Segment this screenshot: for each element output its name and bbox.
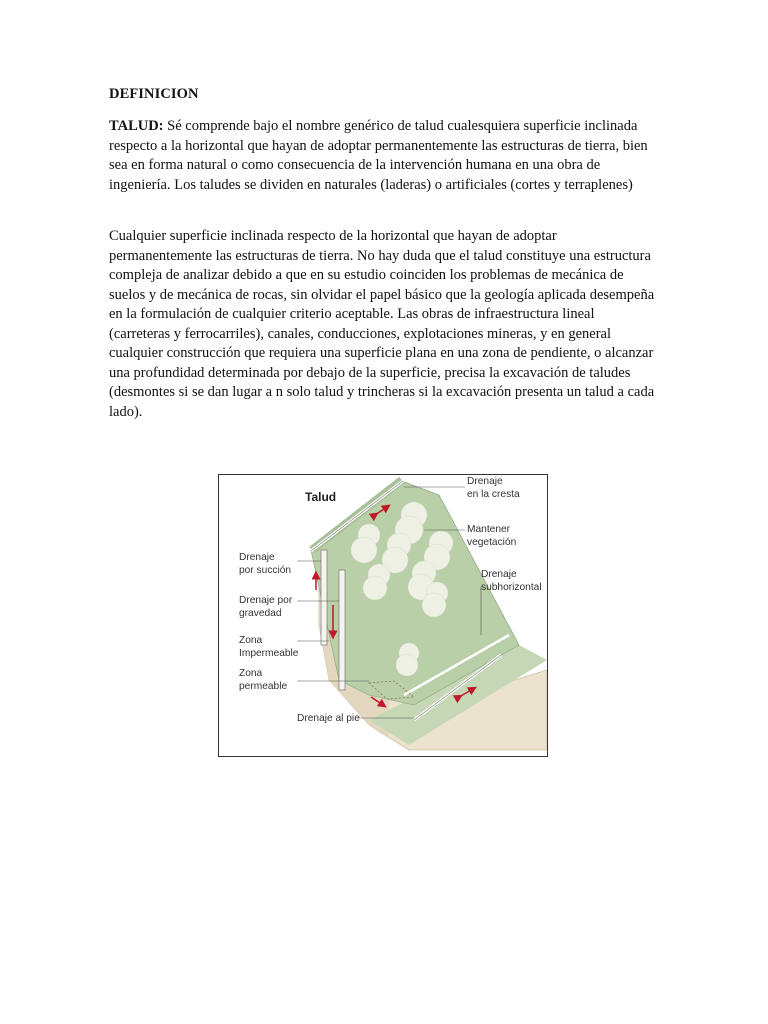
definition-text: Sé comprende bajo el nombre genérico de talud cualesquiera superficie inclinada respecto a la horizontal que hayan de adoptar permanentemente las estructuras de tierra, bien sea en forma natural o como consecuencia de la intervención humana en una obra de ingeniería. Los taludes se dividen en naturales (laderas) o artificiales (cortes y terraplenes) [109,118,648,193]
label-por-succion: por succión [239,565,292,576]
label-mantener: Mantener [467,524,511,535]
talud-figure [218,474,548,757]
label-drenaje-succion: Drenaje [239,552,275,563]
suction-drain-pipe [321,550,327,645]
label-permeable: permeable [239,681,288,692]
label-impermeable: Impermeable [239,648,299,659]
label-drenaje-cresta: Drenaje [467,476,503,487]
label-subhorizontal: subhorizontal [481,582,542,593]
talud-diagram [219,475,547,756]
label-vegetacion: vegetación [467,537,517,548]
label-gravedad: gravedad [239,608,282,619]
label-drenaje-subhorizontal: Drenaje [481,569,517,580]
label-zona-permeable: Zona [239,668,263,679]
label-drenaje-al-pie: Drenaje al pie [297,713,360,724]
body-paragraph: Cualquier superficie inclinada respecto de la horizontal que hayan de adoptar permanentemente las estructuras de tierra. No hay duda que el talud constituye una estructura compleja de analizar debido a que en su estudio coinciden los problemas de mecánica de suelos y de mecánica de rocas, sin olvidar el papel básico que la geología aplicada desempeña en la formulación de cualquier criterio aceptable. Las obras de infraestructura lineal (carreteras y ferrocarriles), canales, conducciones, explotaciones mineras, y en general cualquier construcción que requiera una superficie plana en una zona de pendiente, o alcanzar una profundidad determinada por debajo de la superficie, precisa la excavación de taludes (desmontes si se dan lugar a n solo talud y trincheras si la excavación presenta un talud a cada lado). [109,228,655,420]
figure-title: Talud [305,490,337,504]
label-en-la-cresta: en la cresta [467,489,520,500]
definition-paragraph [109,117,659,195]
term-label: TALUD: [109,118,164,134]
gravity-drain-pipe [339,570,345,690]
label-zona-impermeable: Zona [239,635,263,646]
section-heading: DEFINICION [109,86,199,102]
label-drenaje-por: Drenaje por [239,595,293,606]
